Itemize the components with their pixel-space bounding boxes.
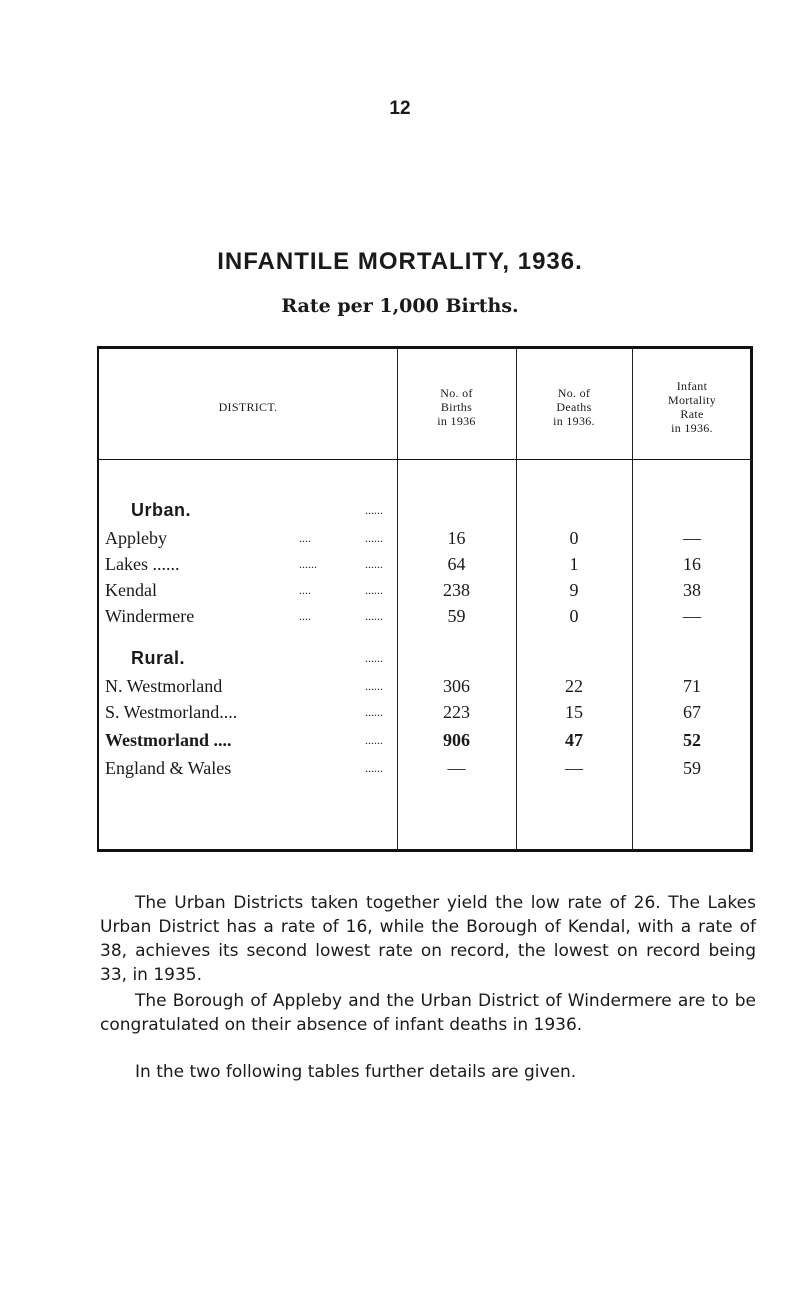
section-urban: Urban. ...... xyxy=(131,500,383,520)
page-subtitle: Rate per 1,000 Births. xyxy=(281,295,519,317)
table-row: England & Wales ...... — — 59 xyxy=(105,758,701,778)
header-rule xyxy=(99,459,750,460)
page-title: INFANTILE MORTALITY, 1936. xyxy=(217,248,583,275)
header-rate: Infant Mortality Rate in 1936. xyxy=(667,379,717,435)
page-number: 12 xyxy=(389,98,411,119)
table-row: Windermere .... ...... 59 0 — xyxy=(105,606,701,626)
paragraph: The Borough of Appleby and the Urban District of Windermere are to be congratulated on their absence of infant deaths in 1936. xyxy=(100,991,756,1035)
table-row: Lakes ...... ...... ...... 64 1 16 xyxy=(105,554,701,574)
paragraph: The Urban Districts taken together yield the low rate of 26. The Lakes Urban District has a rate of 16, while the Borough of Kendal, with a rate of 38, achieves its second lowest rate on record, the lowest on record being 33, in 1935. xyxy=(100,893,756,985)
header-deaths: No. of Deaths in 1936. xyxy=(553,386,595,428)
table-row: N. Westmorland ...... 306 22 71 xyxy=(105,676,701,696)
paragraph: In the two following tables further details are given. xyxy=(135,1062,577,1082)
table-row: Appleby .... ...... 16 0 — xyxy=(105,528,701,548)
header-births: No. of Births in 1936 xyxy=(437,386,476,428)
header-district: DISTRICT. xyxy=(218,400,278,414)
mortality-table xyxy=(97,346,753,852)
table-row: S. Westmorland.... ...... 223 15 67 xyxy=(105,702,701,722)
table-row-total: Westmorland .... ...... 906 47 52 xyxy=(105,730,701,750)
table-row: Kendal .... ...... 238 9 38 xyxy=(105,580,701,600)
section-rural: Rural. ...... xyxy=(131,648,383,668)
